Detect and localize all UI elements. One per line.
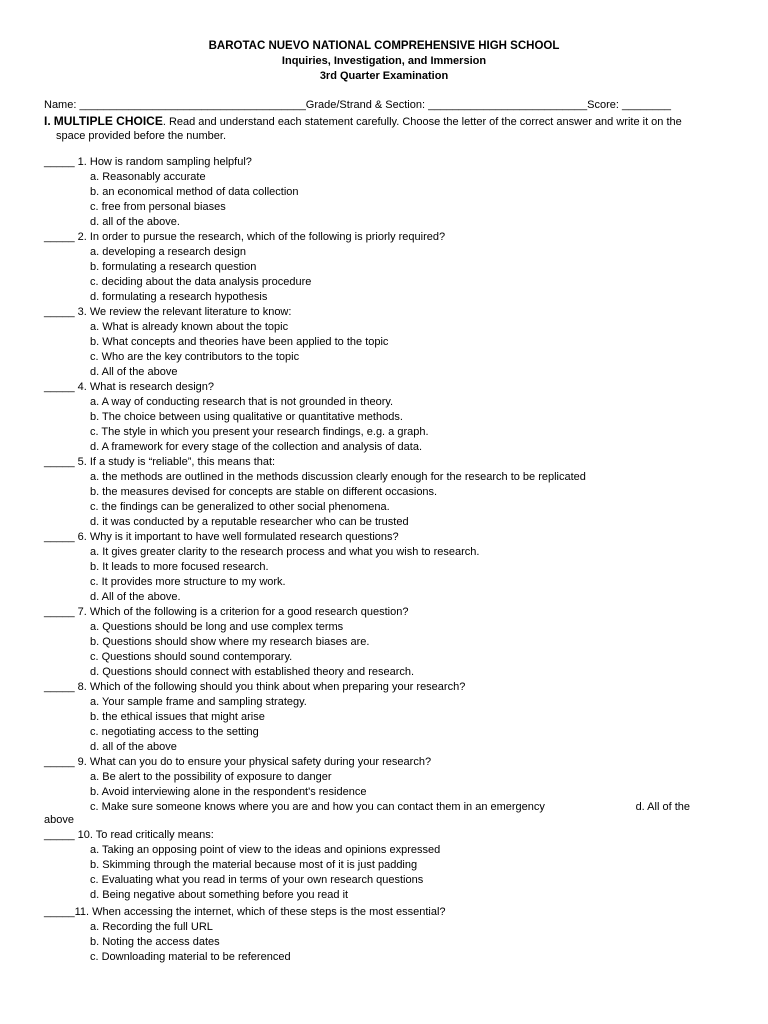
answer-option: c. the findings can be generalized to other social phenomena.: [90, 501, 390, 513]
question-item: [44, 155, 704, 230]
section-number: I.: [44, 114, 51, 128]
answer-option: c. Who are the key contributors to the topic: [90, 351, 300, 363]
answer-option: b. It leads to more focused research.: [90, 561, 269, 573]
answer-option: c. It provides more structure to my work.: [90, 576, 286, 588]
question-stem: _____ 3. We review the relevant literature to know:: [44, 306, 292, 318]
question-item: [44, 905, 704, 965]
question-stem: _____ 5. If a study is “reliable”, this means that:: [44, 456, 276, 468]
answer-option: b. an economical method of data collection: [90, 186, 299, 198]
answer-option: d. formulating a research hypothesis: [90, 291, 268, 303]
answer-option: a. Reasonably accurate: [90, 171, 206, 183]
section-title: MULTIPLE CHOICE: [53, 114, 163, 128]
answer-option: a. Recording the full URL: [90, 921, 213, 933]
question-stem: _____ 8. Which of the following should you think about when preparing your research?: [44, 681, 466, 693]
answer-option: a. developing a research design: [90, 246, 246, 258]
answer-option: a. Be alert to the possibility of exposure to danger: [90, 771, 332, 783]
instructions-text: . Read and understand each statement carefully. Choose the letter of the correct answer and write it on the: [162, 116, 682, 128]
answer-option: b. the measures devised for concepts are stable on different occasions.: [90, 486, 438, 498]
answer-option: d. all of the above.: [90, 216, 180, 228]
answer-option: d. All of the above: [90, 366, 178, 378]
answer-option-wrap: above: [44, 814, 74, 826]
question-item: [44, 455, 704, 530]
answer-option: d. Being negative about something before you read it: [90, 889, 349, 901]
answer-option: b. formulating a research question: [90, 261, 257, 273]
instructions-text-continued: space provided before the number.: [56, 130, 227, 142]
answer-option: b. The choice between using qualitative or quantitative methods.: [90, 411, 403, 423]
answer-option: d. All of the: [635, 801, 690, 813]
answer-option: c. Questions should sound contemporary.: [90, 651, 293, 663]
answer-option: a. Questions should be long and use complex terms: [90, 621, 344, 633]
question-stem: _____11. When accessing the internet, which of these steps is the most essential?: [44, 906, 446, 918]
question-list: [44, 155, 704, 965]
student-info-line: Name: _____________________________________Grade/Strand & Section: __________________________Score: ________: [44, 99, 671, 111]
question-item: [44, 305, 704, 380]
instructions: [44, 114, 704, 143]
question-stem: _____ 6. Why is it important to have well formulated research questions?: [44, 531, 399, 543]
school-name: BAROTAC NUEVO NATIONAL COMPREHENSIVE HIGH SCHOOL: [208, 40, 560, 52]
question-item: [44, 530, 704, 605]
answer-option: c. deciding about the data analysis procedure: [90, 276, 312, 288]
answer-option: a. the methods are outlined in the methods discussion clearly enough for the research to be replicated: [90, 471, 586, 483]
answer-option: c. Make sure someone knows where you are and how you can contact them in an emergency: [90, 801, 545, 813]
answer-option: c. The style in which you present your research findings, e.g. a graph.: [90, 426, 429, 438]
answer-option: a. Your sample frame and sampling strategy.: [90, 696, 307, 708]
question-item: [44, 680, 704, 755]
answer-option: b. Questions should show where my research biases are.: [90, 636, 370, 648]
exam-title: 3rd Quarter Examination: [319, 70, 449, 82]
answer-option: b. Skimming through the material because most of it is just padding: [90, 859, 418, 871]
answer-option: d. Questions should connect with established theory and research.: [90, 666, 415, 678]
answer-option: d. A framework for every stage of the collection and analysis of data.: [90, 441, 423, 453]
question-item: [44, 380, 704, 455]
question-item: [44, 755, 704, 828]
answer-option: b. What concepts and theories have been applied to the topic: [90, 336, 389, 348]
question-item: [44, 230, 704, 305]
question-stem: _____ 2. In order to pursue the research, which of the following is priorly required?: [44, 231, 446, 243]
answer-option: a. What is already known about the topic: [90, 321, 289, 333]
question-stem: _____ 10. To read critically means:: [44, 829, 214, 841]
question-stem: _____ 7. Which of the following is a criterion for a good research question?: [44, 606, 409, 618]
answer-option: d. all of the above: [90, 741, 177, 753]
answer-option: d. All of the above.: [90, 591, 181, 603]
subject-title: Inquiries, Investigation, and Immersion: [281, 55, 487, 67]
answer-option: b. the ethical issues that might arise: [90, 711, 265, 723]
answer-option: d. it was conducted by a reputable researcher who can be trusted: [90, 516, 409, 528]
question-stem: _____ 1. How is random sampling helpful?: [44, 156, 252, 168]
answer-option: c. negotiating access to the setting: [90, 726, 259, 738]
question-item: [44, 828, 704, 903]
answer-option: b. Noting the access dates: [90, 936, 220, 948]
question-stem: _____ 9. What can you do to ensure your physical safety during your research?: [44, 756, 432, 768]
answer-option: c. Downloading material to be referenced: [90, 951, 291, 963]
answer-option: c. Evaluating what you read in terms of your own research questions: [90, 874, 424, 886]
answer-option: a. Taking an opposing point of view to the ideas and opinions expressed: [90, 844, 441, 856]
question-item: [44, 605, 704, 680]
answer-option: b. Avoid interviewing alone in the respondent's residence: [90, 786, 367, 798]
question-stem: _____ 4. What is research design?: [44, 381, 214, 393]
answer-option: c. free from personal biases: [90, 201, 226, 213]
answer-option: a. A way of conducting research that is not grounded in theory.: [90, 396, 394, 408]
answer-option: a. It gives greater clarity to the research process and what you wish to research.: [90, 546, 480, 558]
